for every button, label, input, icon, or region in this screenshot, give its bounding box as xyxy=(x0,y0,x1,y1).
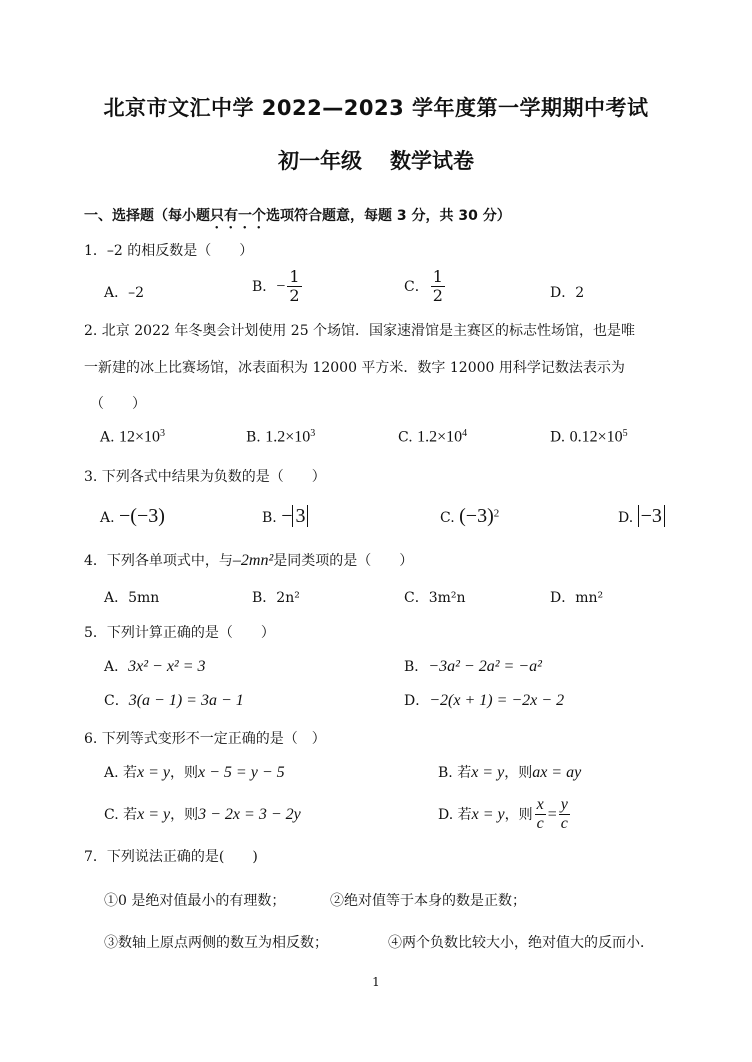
q1-b-sign: − xyxy=(276,277,286,295)
q3-option-c xyxy=(440,505,499,528)
q6-d-fraction-right xyxy=(559,796,570,834)
q1-option-a: A．–2 xyxy=(104,285,145,301)
paper-label: 数学试卷 xyxy=(390,149,474,173)
q6-d-num2: y xyxy=(559,796,570,815)
q3-c-exp: 2 xyxy=(493,507,500,520)
q6-a-mid: ，则 xyxy=(170,765,199,781)
q4-stem-expr: –2mn² xyxy=(232,552,274,569)
q2-a-label: A. xyxy=(100,429,115,446)
q6-d-fraction-left xyxy=(535,796,546,834)
q7-statement-2: ②绝对值等于本身的数是正数； xyxy=(330,893,526,909)
q6-d-den2: c xyxy=(560,815,568,833)
q1-b-fraction xyxy=(287,268,301,306)
q6-option-c xyxy=(104,804,301,824)
q1-c-label: C． xyxy=(404,278,429,295)
q5-d-expr: −2(x + 1) = −2x − 2 xyxy=(429,692,565,709)
q7-stem: 7．下列说法正确的是( ) xyxy=(84,849,258,865)
q4-stem-pre: 4．下列各单项式中，与 xyxy=(84,553,233,569)
q5-option-d xyxy=(404,690,564,710)
q1-option-c xyxy=(404,268,447,306)
q6-c-mid: ，则 xyxy=(170,807,199,823)
q5-stem: 5．下列计算正确的是（ ） xyxy=(84,625,275,641)
q5-c-expr: 3(a − 1) = 3a − 1 xyxy=(128,692,244,709)
q6-c-pre: C. 若 xyxy=(104,807,138,823)
q2-a-base: 12×10 xyxy=(119,428,161,446)
q6-d-pre: D. 若 xyxy=(438,806,472,823)
q6-d-equals: = xyxy=(547,805,557,823)
q5-option-b xyxy=(404,656,542,676)
q2-c-base: 1.2×10 xyxy=(417,428,463,446)
q1-b-den: 2 xyxy=(289,286,300,306)
q3-d-abs: −3 xyxy=(638,505,665,527)
q6-option-b xyxy=(438,762,581,782)
q3-a-expr: −(−3) xyxy=(119,505,165,527)
section-prefix: 一、选择题（每小题 xyxy=(84,208,210,224)
q4-stem xyxy=(84,550,413,570)
q3-c-label: C. xyxy=(440,510,455,526)
q6-a-result: x − 5 = y − 5 xyxy=(198,764,285,781)
q7-statement-1: ①0 是绝对值最小的有理数； xyxy=(104,893,286,909)
q2-a-exp: 3 xyxy=(160,428,166,439)
section-suffix: 选项符合题意，每题 3 分，共 30 分） xyxy=(266,208,511,224)
q1-c-fraction xyxy=(431,268,445,306)
q3-a-label: A. xyxy=(100,510,115,526)
q2-d-label: D. xyxy=(550,429,566,446)
q5-d-label: D． xyxy=(404,693,430,709)
section-heading xyxy=(84,205,511,232)
q3-b-sign: − xyxy=(281,505,293,527)
q5-option-c xyxy=(104,690,244,710)
q5-b-label: B． xyxy=(404,659,429,675)
q3-option-b xyxy=(262,505,308,528)
q2-option-c xyxy=(398,428,467,447)
q5-a-expr: 3x² − x² = 3 xyxy=(128,658,206,675)
q6-b-mid: ，则 xyxy=(504,765,533,781)
q6-a-pre: A. 若 xyxy=(104,765,138,781)
q4-option-c: C．3m²n xyxy=(404,590,466,606)
q5-c-label: C． xyxy=(104,693,129,709)
q6-b-cond: x = y xyxy=(471,764,505,781)
exam-title: 北京市文汇中学 2022—2023 学年度第一学期期中考试 xyxy=(103,96,649,120)
q3-d-label: D. xyxy=(618,510,634,526)
q2-stem-line1: 2. 北京 2022 年冬奥会计划使用 25 个场馆．国家速滑馆是主赛区的标志性场馆，也是唯 xyxy=(84,323,636,339)
q1-c-num: 1 xyxy=(432,267,443,286)
q6-d-den1: c xyxy=(536,815,544,833)
q6-d-cond: x = y xyxy=(471,805,505,823)
q3-b-label: B. xyxy=(262,510,277,526)
q1-option-b xyxy=(252,268,304,306)
q5-b-expr: −3a² − 2a² = −a² xyxy=(428,658,542,675)
q6-option-d xyxy=(438,796,572,834)
section-emphasis: 只有一个 xyxy=(210,208,266,224)
q1-b-label: B． xyxy=(252,278,277,295)
q2-b-exp: 3 xyxy=(310,428,316,439)
q3-option-d xyxy=(618,505,665,528)
q4-stem-post: 是同类项的是（ ） xyxy=(273,553,414,569)
q1-option-d: D．2 xyxy=(550,285,585,301)
q2-b-label: B. xyxy=(246,429,261,446)
q7-statement-3: ③数轴上原点两侧的数互为相反数； xyxy=(104,935,328,951)
q6-b-result: ax = ay xyxy=(532,764,582,781)
q3-b-abs: 3 xyxy=(292,505,308,527)
q6-c-cond: x = y xyxy=(137,806,171,823)
q2-b-base: 1.2×10 xyxy=(265,428,311,446)
q2-option-d xyxy=(550,428,628,447)
q2-d-exp: 5 xyxy=(622,428,628,439)
q2-option-a xyxy=(100,428,165,447)
q6-a-cond: x = y xyxy=(137,764,171,781)
q2-stem-line2: 一新建的冰上比赛场馆，冰表面积为 12000 平方米．数字 12000 用科学记数法表示为 xyxy=(84,360,625,376)
q3-stem: 3. 下列各式中结果为负数的是（ ） xyxy=(84,469,326,485)
grade-label: 初一年级 xyxy=(278,149,362,173)
q4-option-a: A．5mn xyxy=(104,590,160,606)
q6-option-a xyxy=(104,762,285,782)
q5-a-label: A． xyxy=(104,659,129,675)
q4-option-d: D．mn² xyxy=(550,590,604,606)
q3-c-base: (−3) xyxy=(459,505,494,527)
q1-stem: 1．–2 的相反数是（ ） xyxy=(84,243,254,259)
q6-d-num1: x xyxy=(535,796,546,815)
q2-c-label: C. xyxy=(398,429,413,446)
q2-c-exp: 4 xyxy=(462,428,468,439)
page-number: 1 xyxy=(372,975,380,989)
q1-b-num: 1 xyxy=(289,267,300,286)
q2-option-b xyxy=(246,428,315,447)
q6-b-pre: B. 若 xyxy=(438,765,472,781)
exam-subtitle xyxy=(0,145,752,175)
q2-stem-line3: （ ） xyxy=(90,396,146,412)
q4-option-b: B．2n² xyxy=(252,590,300,606)
q6-c-result: 3 − 2x = 3 − 2y xyxy=(198,806,301,823)
q1-c-den: 2 xyxy=(432,286,443,306)
q6-d-mid: ，则 xyxy=(504,806,533,823)
q7-statement-4: ④两个负数比较大小，绝对值大的反而小． xyxy=(388,935,654,951)
q3-option-a xyxy=(100,505,165,528)
q2-d-base: 0.12×10 xyxy=(569,428,623,446)
q5-option-a xyxy=(104,656,206,676)
q6-stem: 6. 下列等式变形不一定正确的是（ ） xyxy=(84,731,326,747)
